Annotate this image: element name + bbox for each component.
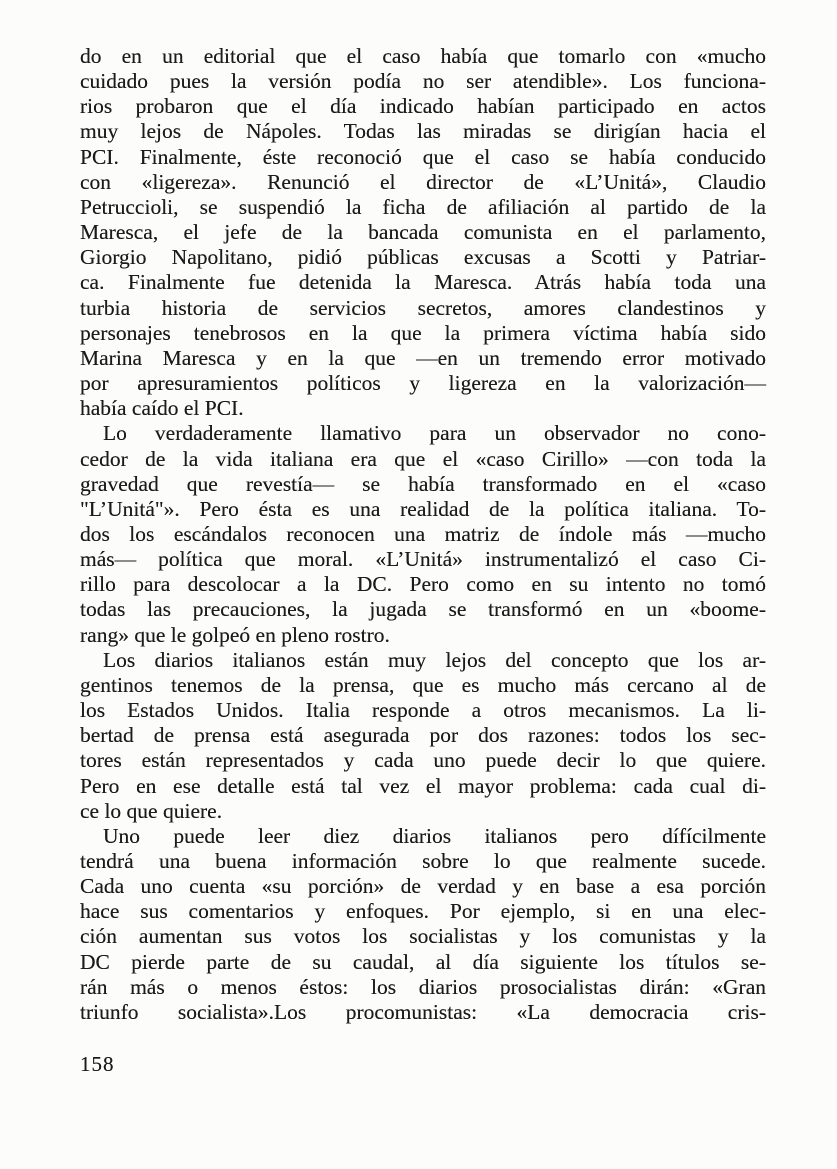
text-line: tendrá una buena información sobre lo que realmente sucede. [80, 849, 766, 873]
text-line: rán más o menos éstos: los diarios prosocialistas dirán: «Gran [80, 974, 766, 999]
text-line: ción aumentan sus votos los socialistas y los comunistas y la [80, 924, 766, 949]
text-line: cedor de la vida italiana era que el «caso Cirillo» —con toda la [80, 446, 766, 471]
text-line: por apresuramientos políticos y ligereza en la valorización— [80, 371, 766, 396]
text-line: con «ligereza». Renunció el director de «L’Unitá», Claudio [80, 169, 766, 194]
text-line: los Estados Unidos. Italia responde a otros mecanismos. La li- [80, 698, 766, 723]
text-line: triunfo socialista».Los procomunistas: «La democracia cris- [80, 999, 766, 1024]
paragraph [80, 44, 766, 421]
text-line: DC pierde parte de su caudal, al día siguiente los títulos se- [80, 949, 766, 974]
paragraph [80, 421, 766, 647]
text-line: rios probaron que el día indicado habían participado en actos [80, 94, 766, 119]
text-line: Los diarios italianos están muy lejos del concepto que los ar- [103, 647, 766, 672]
text-line: hace sus comentarios y enfoques. Por ejemplo, si en una elec- [80, 899, 766, 924]
text-line: Uno puede leer diez diarios italianos pero dífícilmente [103, 823, 766, 848]
paragraph [80, 824, 766, 1025]
page-text [80, 44, 766, 1025]
text-line: Petruccioli, se suspendió la ficha de afiliación al partido de la [80, 194, 766, 219]
text-line: turbia historia de servicios secretos, amores clandestinos y [80, 295, 766, 320]
text-line: PCI. Finalmente, éste reconoció que el caso se había conducido [80, 144, 766, 169]
text-line: gentinos tenemos de la prensa, que es mucho más cercano al de [80, 672, 766, 697]
text-line: Cada uno cuenta «su porción» de verdad y en base a esa porción [80, 874, 766, 899]
text-line: personajes tenebrosos en la que la primera víctima había sido [80, 320, 766, 345]
text-line: había caído el PCI. [80, 396, 244, 421]
text-line: Pero en ese detalle está tal vez el mayor problema: cada cual di- [80, 773, 766, 798]
text-line: más— política que moral. «L’Unitá» instrumentalizó el caso Ci- [80, 547, 766, 572]
text-line: "L’Unitá"». Pero ésta es una realidad de la política italiana. To- [80, 496, 766, 521]
text-line: muy lejos de Nápoles. Todas las miradas se dirigían hacia el [80, 119, 766, 144]
text-line: todas las precauciones, la jugada se transformó en un «boome- [80, 597, 766, 622]
text-line: bertad de prensa está asegurada por dos razones: todos los sec- [80, 723, 766, 748]
text-line: gravedad que revestía— se había transformado en el «caso [80, 471, 766, 496]
text-line: Giorgio Napolitano, pidió públicas excusas a Scotti y Patriar- [80, 245, 766, 270]
paragraph [80, 648, 766, 824]
text-line: ca. Finalmente fue detenida la Maresca. Atrás había toda una [80, 270, 766, 295]
text-line: Lo verdaderamente llamativo para un observador no cono- [103, 421, 766, 446]
text-line: ce lo que quiere. [80, 798, 223, 823]
text-line: rang» que le golpeó en pleno rostro. [80, 622, 390, 647]
text-line: Marina Maresca y en la que —en un tremendo error motivado [80, 345, 766, 370]
text-line: do en un editorial que el caso había que tomarlo con «mucho [80, 44, 766, 68]
text-line: tores están representados y cada uno puede decir lo que quiere. [80, 748, 766, 773]
text-line: cuidado pues la versión podía no ser atendible». Los funciona- [80, 69, 766, 94]
text-line: Maresca, el jefe de la bancada comunista en el parlamento, [80, 220, 766, 245]
page-number: 158 [80, 1052, 115, 1076]
text-line: dos los escándalos reconocen una matriz de índole más —mucho [80, 521, 766, 546]
text-line: rillo para descolocar a la DC. Pero como en su intento no tomó [80, 572, 766, 597]
